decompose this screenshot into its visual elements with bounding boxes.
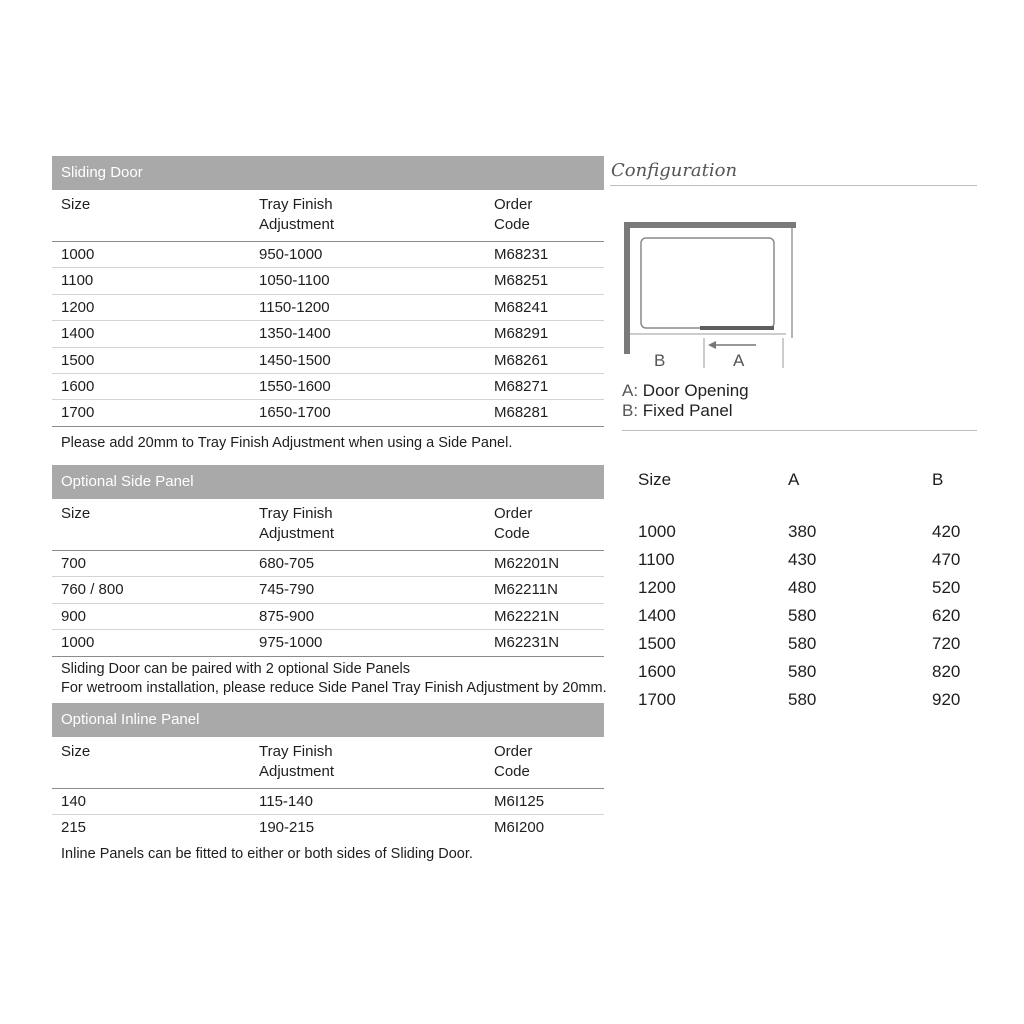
- cell: 1100: [638, 550, 675, 569]
- cell: 1700: [61, 404, 95, 422]
- cell: 1700: [638, 690, 676, 709]
- cell: 190-215: [259, 819, 315, 837]
- cell: 1050-1100: [259, 272, 330, 290]
- cell: 115-140: [259, 793, 313, 810]
- table-row: [638, 634, 978, 662]
- section-heading: Optional Side Panel: [52, 465, 604, 499]
- divider: [610, 185, 977, 186]
- table-row: [52, 242, 604, 268]
- col-order-code: Order Code: [494, 505, 533, 542]
- col-tray-finish: Tray Finish Adjustment: [259, 505, 335, 542]
- configuration-diagram: [620, 218, 800, 373]
- configuration-title: Configuration: [611, 160, 738, 181]
- cell: 950-1000: [259, 246, 323, 263]
- col-order-code: Order Code: [494, 196, 533, 233]
- section-heading: Optional Inline Panel: [52, 703, 604, 737]
- cell: M6I125: [494, 793, 545, 810]
- cell: 700: [61, 555, 87, 572]
- cell: M68291: [494, 325, 549, 343]
- table-row: [638, 606, 978, 634]
- col-b: B: [932, 470, 944, 489]
- cell: 420: [932, 522, 961, 541]
- cell: 1500: [638, 634, 676, 653]
- cell: 875-900: [259, 607, 315, 625]
- inline-panel-note: Inline Panels can be fitted to either or both sides of Sliding Door.: [61, 846, 473, 862]
- col-size: Size: [61, 505, 91, 522]
- cell: 140: [61, 793, 87, 810]
- cell: 920: [932, 690, 961, 709]
- cell: 620: [932, 606, 961, 625]
- cell: 1400: [638, 606, 676, 625]
- cell: 900: [61, 607, 87, 625]
- cell: M62211N: [494, 581, 558, 599]
- diagram-label-b: B: [654, 351, 666, 370]
- col-size: Size: [61, 196, 91, 213]
- sliding-door-note: Please add 20mm to Tray Finish Adjustment when using a Side Panel.: [61, 435, 513, 451]
- diagram-tray: [641, 238, 774, 328]
- cell: M62201N: [494, 555, 560, 572]
- column-headers: [638, 470, 978, 522]
- cell: 1200: [61, 298, 95, 316]
- cell: 1100: [61, 272, 94, 290]
- cell: 975-1000: [259, 634, 323, 652]
- cell: 1400: [61, 325, 95, 343]
- diagram-top-wall: [624, 222, 796, 228]
- cell: 1000: [61, 246, 95, 263]
- table-row: [638, 690, 978, 718]
- col-tray-finish: Tray Finish Adjustment: [259, 743, 335, 780]
- cell: M68251: [494, 272, 549, 290]
- divider: [622, 430, 977, 431]
- cell: 1550-1600: [259, 377, 331, 395]
- legend-key: A:: [622, 381, 639, 400]
- col-order-code: Order Code: [494, 743, 533, 780]
- legend-text: Door Opening: [642, 381, 749, 400]
- table-row: [52, 400, 604, 426]
- cell: M68231: [494, 246, 549, 263]
- diagram-label-a: A: [733, 351, 745, 370]
- cell: 520: [932, 578, 961, 597]
- cell: M62221N: [494, 607, 560, 625]
- cell: 580: [788, 662, 817, 681]
- legend-key: B:: [622, 401, 639, 420]
- cell: 580: [788, 606, 817, 625]
- cell: 760 / 800: [61, 581, 124, 599]
- col-tray-finish: Tray Finish Adjustment: [259, 196, 335, 233]
- cell: 580: [788, 690, 817, 709]
- table-row: [52, 295, 604, 321]
- cell: 1350-1400: [259, 325, 331, 343]
- cell: 720: [932, 634, 961, 653]
- cell: M68241: [494, 298, 549, 316]
- dimensions-table: [638, 470, 978, 718]
- col-size: Size: [61, 743, 91, 760]
- column-headers: [52, 190, 604, 242]
- cell: M6I200: [494, 819, 545, 837]
- cell: 1500: [61, 351, 95, 369]
- cell: 1600: [638, 662, 676, 681]
- cell: 215: [61, 819, 87, 837]
- table-row: [52, 551, 604, 577]
- legend-fixed-panel: [622, 401, 733, 421]
- column-headers: [52, 499, 604, 551]
- table-row: [52, 577, 604, 603]
- cell: 580: [788, 634, 817, 653]
- cell: 1000: [638, 522, 676, 541]
- inline-panel-table: [52, 703, 604, 841]
- col-a: A: [788, 470, 800, 489]
- col-size: Size: [638, 470, 672, 489]
- cell: M62231N: [494, 634, 560, 652]
- diagram-door: [700, 326, 774, 330]
- side-panel-table: [52, 465, 604, 657]
- table-row: [52, 348, 604, 374]
- cell: 1150-1200: [259, 298, 330, 316]
- cell: 1450-1500: [259, 351, 331, 369]
- table-row: [52, 604, 604, 630]
- table-row: [638, 550, 978, 578]
- column-headers: [52, 737, 604, 789]
- table-row: [638, 578, 978, 606]
- section-heading: Sliding Door: [52, 156, 604, 190]
- table-row: [638, 522, 978, 550]
- legend-text: Fixed Panel: [642, 401, 733, 420]
- cell: 470: [932, 550, 961, 569]
- table-row: [52, 268, 604, 294]
- cell: 380: [788, 522, 817, 541]
- cell: 480: [788, 578, 817, 597]
- table-row: [52, 374, 604, 400]
- cell: M68261: [494, 351, 549, 369]
- side-panel-note: Sliding Door can be paired with 2 optional Side Panels For wetroom installation, please reduce Side Panel Tray Finish Adjustment by 20mm.: [61, 661, 607, 696]
- cell: 1000: [61, 634, 95, 652]
- legend-door-opening: [622, 381, 749, 401]
- cell: M68271: [494, 377, 549, 395]
- cell: 820: [932, 662, 961, 681]
- sliding-door-table: [52, 156, 604, 427]
- cell: 1200: [638, 578, 676, 597]
- diagram-left-wall: [624, 222, 630, 354]
- arrow-head-icon: [708, 341, 716, 349]
- table-row: [52, 815, 604, 840]
- table-row: [638, 662, 978, 690]
- table-row: [52, 321, 604, 347]
- cell: 1650-1700: [259, 404, 331, 422]
- table-row: [52, 789, 604, 815]
- cell: 745-790: [259, 581, 315, 599]
- cell: 1600: [61, 377, 95, 395]
- cell: 430: [788, 550, 817, 569]
- table-row: [52, 630, 604, 656]
- cell: M68281: [494, 404, 549, 422]
- cell: 680-705: [259, 555, 315, 572]
